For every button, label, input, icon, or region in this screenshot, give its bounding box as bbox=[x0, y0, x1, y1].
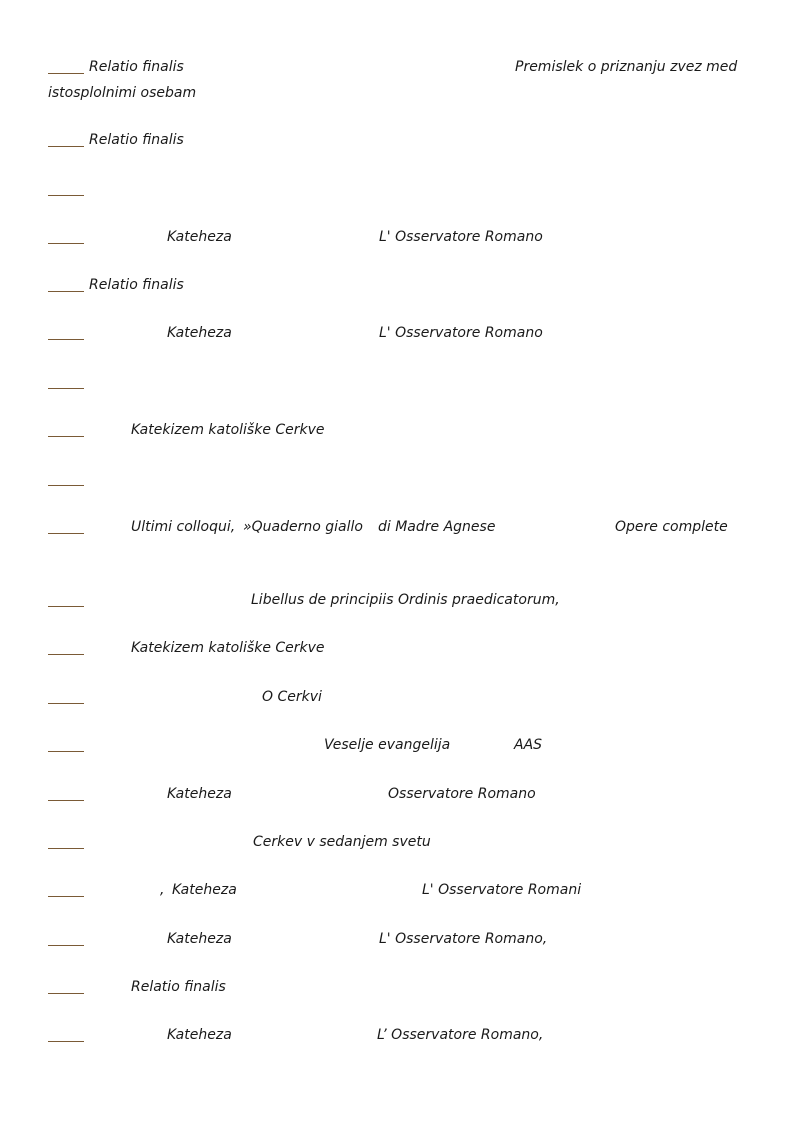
footnote-text: »Quaderno giallo bbox=[243, 519, 363, 535]
footnote-text: Katekizem katoliške Cerkve bbox=[131, 640, 325, 656]
footnote-number-blank bbox=[48, 848, 84, 849]
footnote-line bbox=[48, 979, 768, 1003]
footnote-text: Libellus de principiis Ordinis praedicatorum, bbox=[251, 592, 560, 608]
footnote-text: di Madre Agnese bbox=[378, 519, 496, 535]
footnote-text: L' Osservatore Romani bbox=[422, 882, 582, 898]
footnote-line bbox=[48, 689, 768, 713]
footnote-text: , bbox=[160, 882, 165, 898]
footnote-number-blank bbox=[48, 993, 84, 994]
footnote-text: Katekizem katoliške Cerkve bbox=[131, 422, 325, 438]
footnote-number-blank bbox=[48, 146, 84, 147]
footnote-number-blank bbox=[48, 751, 84, 752]
footnote-number-blank bbox=[48, 436, 84, 437]
footnote-number-blank bbox=[48, 1041, 84, 1042]
footnote-line bbox=[48, 640, 768, 664]
footnote-number-blank bbox=[48, 896, 84, 897]
footnote-number-blank bbox=[48, 654, 84, 655]
footnote-text: Osservatore Romano bbox=[388, 786, 536, 802]
footnote-line bbox=[48, 931, 768, 955]
footnote-text: AAS bbox=[514, 737, 543, 753]
footnote-text: Relatio finalis bbox=[89, 132, 184, 148]
footnote-number-blank bbox=[48, 339, 84, 340]
footnote-text: L' Osservatore Romano bbox=[379, 325, 543, 341]
footnote-number-blank bbox=[48, 703, 84, 704]
footnote-text-continuation: istosplolnimi osebam bbox=[48, 85, 197, 101]
footnote-line bbox=[48, 786, 768, 810]
footnote-text: Premislek o priznanju zvez med bbox=[515, 59, 738, 75]
footnote-number-blank bbox=[48, 945, 84, 946]
footnote-number-blank bbox=[48, 485, 84, 486]
footnote-line bbox=[48, 834, 768, 858]
footnote-number-blank bbox=[48, 533, 84, 534]
footnote-number-blank bbox=[48, 388, 84, 389]
footnote-line bbox=[48, 132, 768, 156]
footnote-line bbox=[48, 277, 768, 301]
footnote-text: Kateheza bbox=[167, 786, 232, 802]
footnote-number-blank bbox=[48, 73, 84, 74]
footnote-text: Opere complete bbox=[615, 519, 728, 535]
footnote-line bbox=[48, 737, 768, 761]
footnote-line bbox=[48, 181, 768, 205]
footnote-line bbox=[48, 882, 768, 906]
footnote-text: Relatio finalis bbox=[89, 277, 184, 293]
footnote-text: L' Osservatore Romano bbox=[379, 229, 543, 245]
footnote-text: Kateheza bbox=[167, 325, 232, 341]
footnote-line bbox=[48, 1027, 768, 1051]
footnote-text: Kateheza bbox=[167, 229, 232, 245]
footnote-line bbox=[48, 422, 768, 446]
footnote-number-blank bbox=[48, 243, 84, 244]
footnote-line bbox=[48, 229, 768, 253]
footnote-line bbox=[48, 592, 768, 616]
footnote-line bbox=[48, 519, 768, 543]
footnote-text: Cerkev v sedanjem svetu bbox=[253, 834, 431, 850]
footnote-text: Kateheza bbox=[167, 931, 232, 947]
footnote-text: L’ Osservatore Romano, bbox=[377, 1027, 544, 1043]
footnote-text: O Cerkvi bbox=[262, 689, 322, 705]
footnote-text: Kateheza bbox=[167, 1027, 232, 1043]
footnote-text: Relatio finalis bbox=[89, 59, 184, 75]
footnote-text: Ultimi colloqui, bbox=[131, 519, 236, 535]
footnote-text: Kateheza bbox=[172, 882, 237, 898]
footnote-text: Relatio finalis bbox=[131, 979, 226, 995]
footnote-line bbox=[48, 325, 768, 349]
footnote-line bbox=[48, 59, 768, 83]
footnote-text: L' Osservatore Romano, bbox=[379, 931, 548, 947]
footnote-number-blank bbox=[48, 291, 84, 292]
footnote-line bbox=[48, 471, 768, 495]
footnote-number-blank bbox=[48, 195, 84, 196]
footnote-text: Veselje evangelija bbox=[324, 737, 451, 753]
footnote-number-blank bbox=[48, 800, 84, 801]
footnote-line bbox=[48, 374, 768, 398]
footnote-number-blank bbox=[48, 606, 84, 607]
